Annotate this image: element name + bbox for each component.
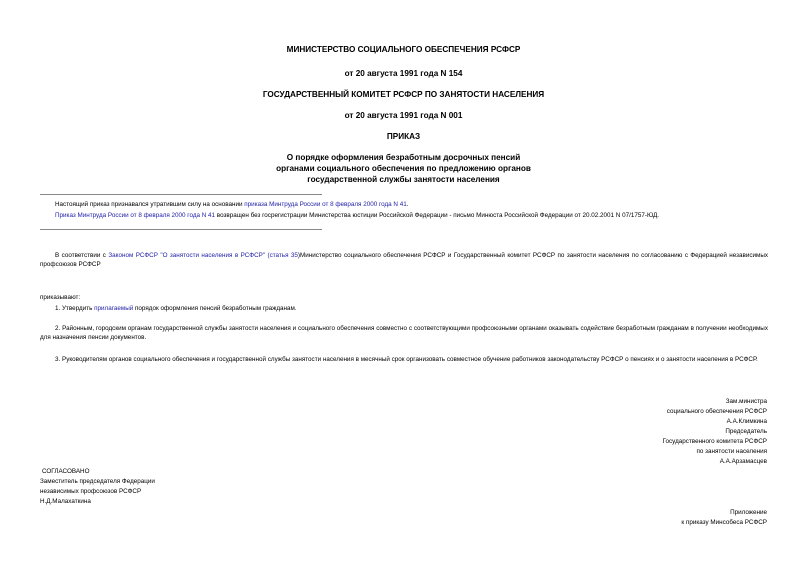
agreed-line-1: Заместитель председателя Федерации xyxy=(40,478,155,485)
committee-order-date: от 20 августа 1991 года N 001 xyxy=(344,111,463,120)
note-repeal-end: . xyxy=(406,201,409,208)
preamble-start: В соответствии с xyxy=(55,252,109,259)
note-returned-text: возвращен без госрегистрации Министерства юстиции Российской Федерации - письмо Минюста Российской Федерации от 20.02.2001 N 07/1757-ЮД. xyxy=(215,212,660,219)
document-title-line-1: О порядке оформления безработным досрочных пенсий xyxy=(286,153,521,162)
order-item-1: 1. Утвердить прилагаемый порядок оформления пенсий безработным гражданам. xyxy=(55,305,297,312)
signer2-title-1: Председатель xyxy=(725,428,767,435)
appendix-reference: к приказу Минсобеса РСФСР xyxy=(681,519,767,526)
preamble-paragraph xyxy=(40,251,768,269)
agreed-line-2: независимых профсоюзов РСФСР xyxy=(40,488,142,495)
signer1-title-2: социального обеспечения РСФСР xyxy=(666,408,767,415)
document-title-line-3: государственной службы занятости населения xyxy=(307,175,500,184)
signer2-title-3: по занятости населения xyxy=(696,448,767,455)
divider-top xyxy=(40,194,322,195)
ministry-order-date: от 20 августа 1991 года N 154 xyxy=(344,69,463,78)
article-35-link[interactable]: (статья 35 xyxy=(267,252,298,259)
agreed-heading: СОГЛАСОВАНО xyxy=(42,468,90,475)
signer1-name: А.А.Климкина xyxy=(726,418,767,425)
committee-name: ГОСУДАРСТВЕННЫЙ КОМИТЕТ РСФСР ПО ЗАНЯТОСТИ НАСЕЛЕНИЯ xyxy=(262,90,545,99)
agreed-name: Н.Д.Малахаткина xyxy=(40,498,91,505)
returned-order-link[interactable]: Приказ Минтруда России от 8 февраля 2000 года N 41 xyxy=(55,212,216,219)
appendix-label: Приложение xyxy=(730,509,767,516)
order-item-2: 2. Районным, городским органам государственной службы занятости населения и социального обеспечения совместно с соответствующими профсоюзными органами оказывать содействие безработным гражданам в получении необходимых для назначения пенсии документов. xyxy=(40,325,768,341)
note-returned xyxy=(55,211,659,220)
order-item-3: 3. Руководителям органов социального обеспечения и государственной службы занятости населения в месячный срок организовать совместное обучение работников законодательству РСФСР о пенсиях и о занятости населения в РСФСР. xyxy=(55,356,758,363)
attached-procedure-link[interactable]: прилагаемый xyxy=(94,305,134,312)
employment-law-link[interactable]: Законом РСФСР "О занятости населения в РСФСР" xyxy=(108,252,266,259)
document-type: ПРИКАЗ xyxy=(386,132,421,141)
divider-bottom xyxy=(40,229,322,230)
order-word: приказывают: xyxy=(40,294,81,301)
note-repeal xyxy=(55,200,408,209)
signer2-title-2: Государственного комитета РСФСР xyxy=(662,438,767,445)
document-title-line-2: органами социального обеспечения по предложению органов xyxy=(276,164,531,173)
signer2-name: А.А.Арзамасцев xyxy=(719,458,767,465)
note-repeal-text: Настоящий приказ признавался утратившим силу на основании xyxy=(55,201,245,208)
repeal-order-link[interactable]: приказа Минтруда России от 8 февраля 2000 года N 41 xyxy=(244,201,407,208)
ministry-name: МИНИСТЕРСТВО СОЦИАЛЬНОГО ОБЕСПЕЧЕНИЯ РСФСР xyxy=(286,45,521,54)
preamble-end: )Министерство социального обеспечения РСФСР и Государственный комитет РСФСР по занятости населения по согласованию с Федерацией независимых профсоюзов РСФСР xyxy=(40,252,769,268)
signer1-title-1: Зам.министра xyxy=(725,398,767,405)
